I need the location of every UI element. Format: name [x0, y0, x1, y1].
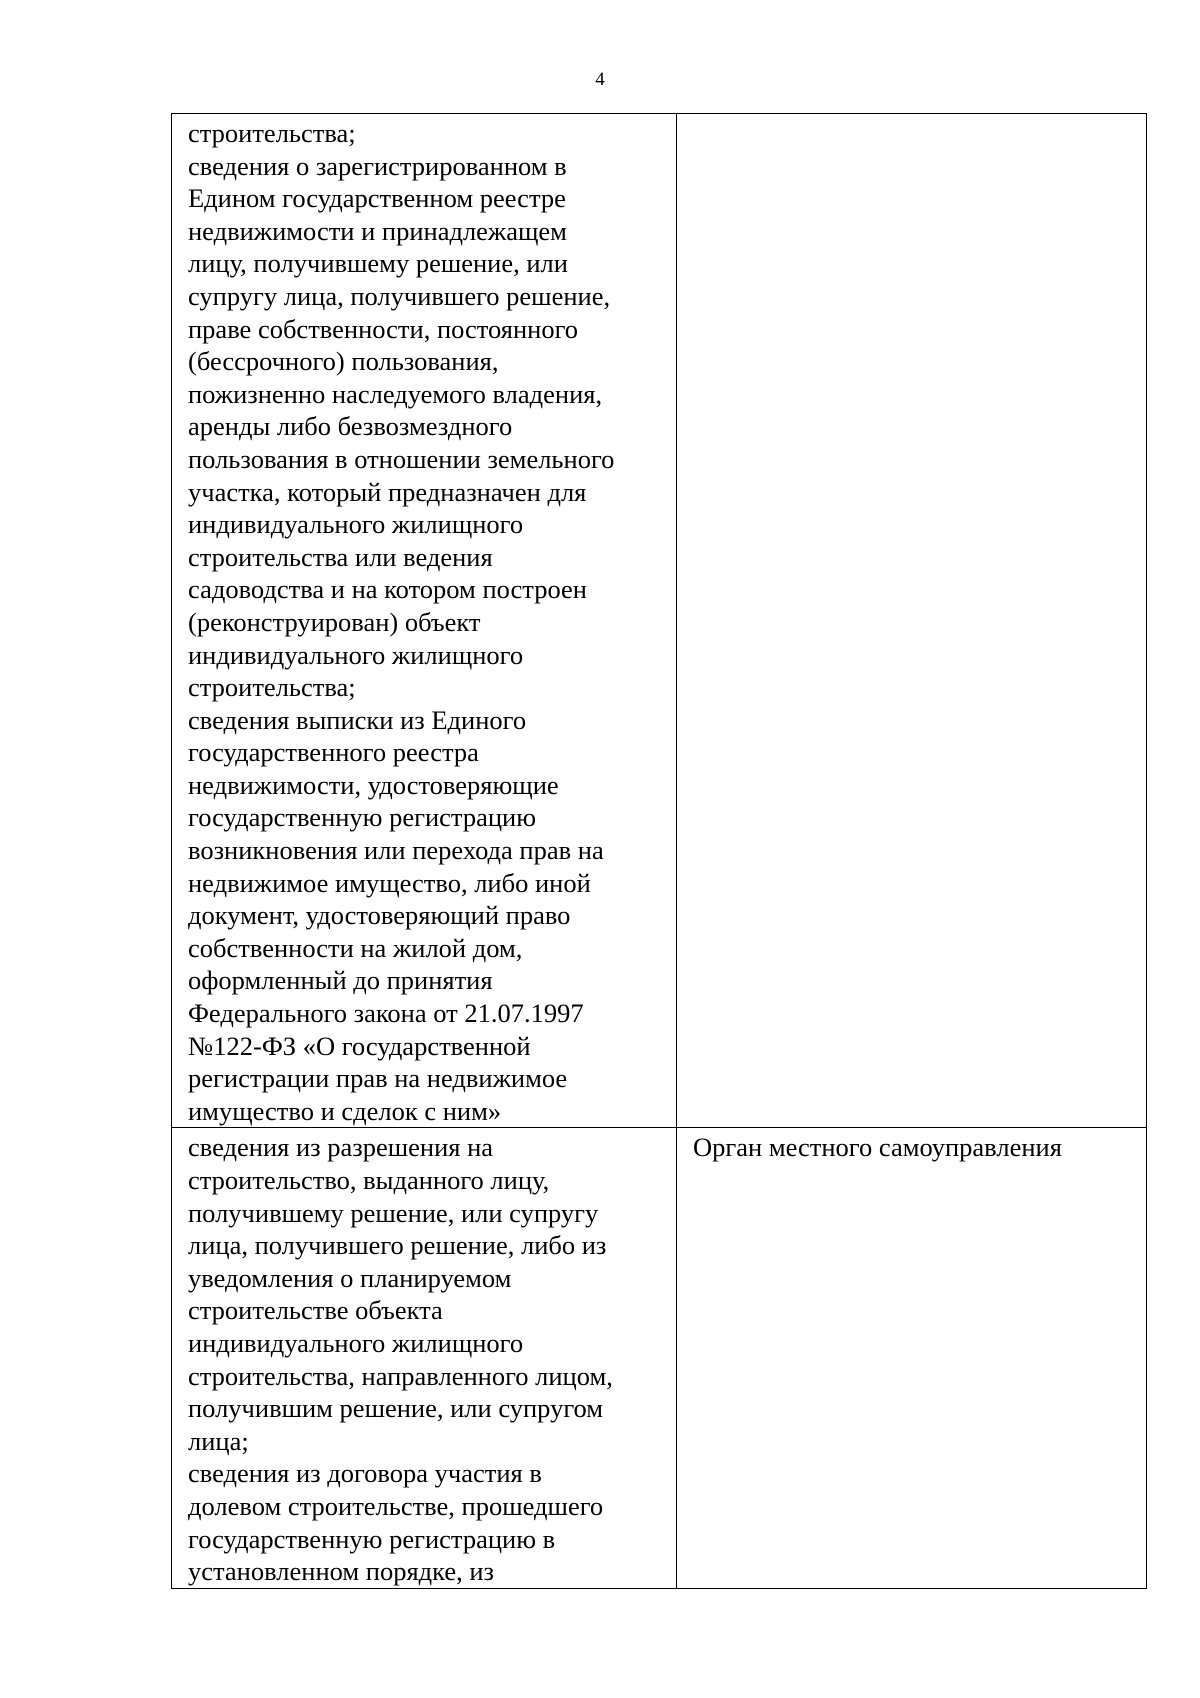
text-line: сведения из разрешения на [188, 1132, 494, 1163]
text-line: получившему решение, или супругу [188, 1197, 599, 1228]
row-2-info-cell [172, 1128, 677, 1588]
table-row [172, 1128, 1147, 1588]
table-row [172, 114, 1147, 1128]
text-line: пожизненно наследуемого владения, [188, 378, 603, 409]
text-line: лицу, получившему решение, или [188, 248, 568, 279]
text-line: оформленный до принятия [188, 965, 493, 996]
text-line: участка, который предназначен для [188, 476, 587, 507]
text-line: праве собственности, постоянного [188, 313, 579, 344]
text-line: государственную регистрацию в [188, 1523, 556, 1554]
text-line: сведения о зарегистрированном в [188, 150, 567, 181]
text-line: (бессрочного) пользования, [188, 346, 499, 377]
text-line: садоводства и на котором построен [188, 574, 587, 605]
text-line: долевом строительстве, прошедшего [188, 1490, 604, 1521]
text-line: недвижимое имущество, либо иной [188, 867, 591, 898]
row-2-source-cell: Орган местного самоуправления [677, 1128, 1147, 1588]
text-line: Едином государственном реестре [188, 183, 566, 214]
text-line: получившим решение, или супругом [188, 1393, 604, 1424]
text-line: сведения из договора участия в [188, 1458, 542, 1489]
text-line: недвижимости и принадлежащем [188, 215, 567, 246]
text-line: строительства или ведения [188, 541, 493, 572]
row-1-info-cell [172, 114, 677, 1128]
text-line: строительства; [188, 672, 356, 703]
text-line: пользования в отношении земельного [188, 443, 615, 474]
document-table [171, 113, 1147, 1589]
text-line: собственности на жилой дом, [188, 932, 523, 963]
page-number: 4 [595, 69, 605, 90]
text-line: аренды либо безвозмездного [188, 411, 513, 442]
text-line: строительства; [188, 118, 356, 148]
text-line: установленном порядке, из [188, 1556, 494, 1587]
text-line: имущество и сделок с ним» [188, 1095, 502, 1126]
text-line: недвижимости, удостоверяющие [188, 769, 559, 800]
text-line: №122-ФЗ «О государственной [188, 1030, 531, 1061]
text-line: строительство, выданного лицу, [188, 1165, 550, 1195]
row-1-source-cell [677, 114, 1147, 1128]
text-line: индивидуального жилищного [188, 1327, 524, 1358]
text-line: возникновения или перехода прав на [188, 835, 604, 866]
text-line: государственного реестра [188, 737, 479, 768]
text-line: лица, получившего решение, либо из [188, 1230, 607, 1261]
text-line: индивидуального жилищного [188, 509, 524, 540]
text-line: уведомления о планируемом [188, 1262, 512, 1293]
text-line: документ, удостоверяющий право [188, 900, 571, 931]
text-line: (реконструирован) объект [188, 606, 481, 637]
text-line: сведения выписки из Единого [188, 704, 527, 735]
text-line: Федерального закона от 21.07.1997 [188, 998, 584, 1029]
text-line: лица; [188, 1425, 249, 1456]
text-line: строительства, направленного лицом, [188, 1360, 613, 1391]
text-line: регистрации прав на недвижимое [188, 1063, 568, 1094]
text-line: государственную регистрацию [188, 802, 537, 833]
text-line: индивидуального жилищного [188, 639, 524, 670]
text-line: супругу лица, получившего решение, [188, 280, 611, 311]
text-line: строительстве объекта [188, 1295, 443, 1326]
